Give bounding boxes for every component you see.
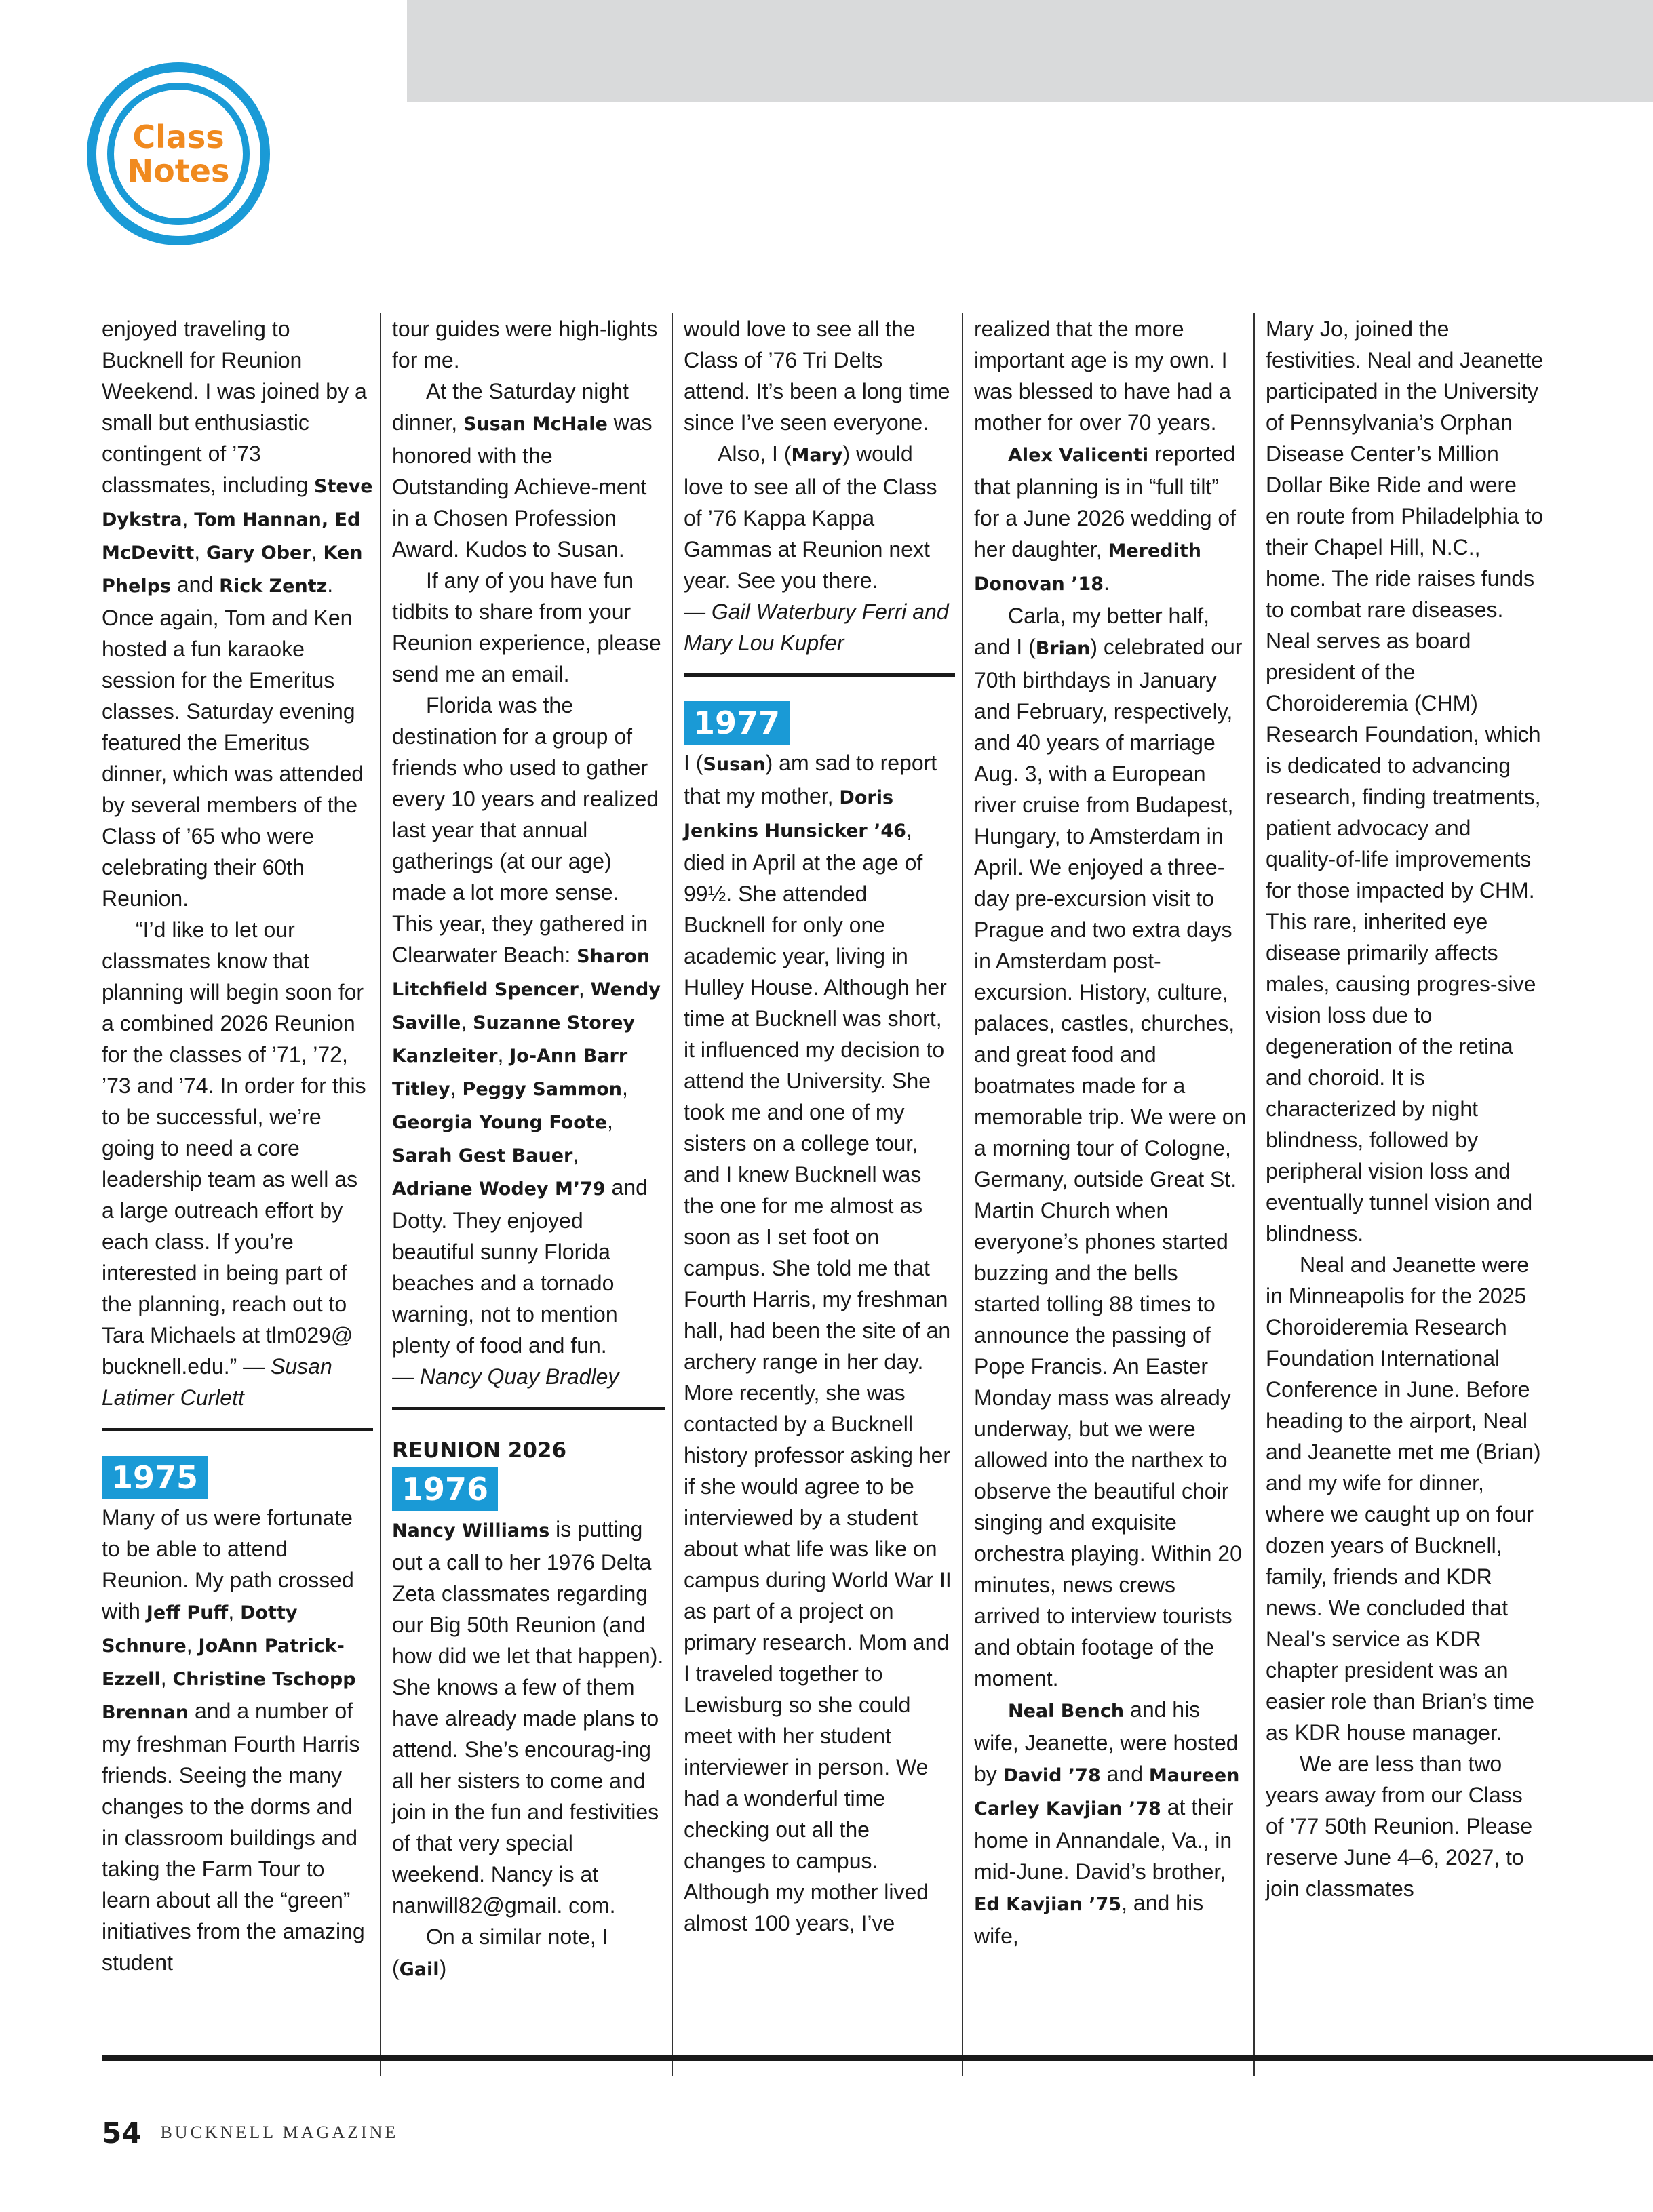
column-3 [673, 313, 963, 2076]
magazine-name: BUCKNELL MAGAZINE [160, 2122, 399, 2142]
column-2 [381, 313, 673, 2076]
text-run: I ( [684, 751, 703, 775]
person-name: Gary Ober [206, 542, 311, 564]
text-run: , [450, 1075, 463, 1100]
paragraph [392, 376, 665, 565]
text-run: Many of us were fortunate to be able to attend Reunion. My path crossed with [102, 1505, 354, 1623]
class-notes-badge-ring [107, 83, 250, 225]
person-name: Ed Kavjian ’75 [974, 1894, 1122, 1915]
text-run: , [194, 539, 207, 564]
person-name: Doris Jenkins Hunsicker ’46 [684, 787, 906, 842]
text-run: ) am sad to report that my mother, [684, 751, 937, 808]
paragraph [102, 1502, 373, 1978]
text-run: tour guides were high-lights for me. [392, 317, 658, 372]
paragraph [102, 313, 373, 914]
section-rule [392, 1407, 665, 1410]
reunion-label: REUNION 2026 [392, 1438, 567, 1463]
paragraph [392, 565, 665, 690]
person-name: Mary [791, 445, 843, 466]
paragraph [392, 690, 665, 1361]
paragraph [684, 747, 955, 1939]
text-run: and [170, 572, 220, 597]
person-name: Sharon Litchfield Spencer [392, 946, 650, 1000]
column-5 [1255, 313, 1547, 2076]
section-rule [684, 673, 955, 677]
person-name: Alex Valicenti [1008, 445, 1149, 466]
page-footer [102, 2112, 398, 2153]
text-run: , [186, 1632, 199, 1657]
paragraph [392, 313, 665, 376]
person-name: Dotty Schnure [102, 1602, 298, 1657]
person-name: Susan McHale [463, 414, 608, 435]
person-name: Rick Zentz [219, 576, 328, 597]
person-name: Neal Bench [1008, 1701, 1125, 1722]
paragraph [684, 596, 955, 658]
bottom-rule [102, 2055, 1653, 2061]
text-run: , [607, 1109, 613, 1133]
text-run: , [182, 506, 195, 530]
paragraph [392, 1361, 665, 1392]
year-heading-1976: 1976 [392, 1467, 498, 1511]
text-run: , died in April at the age of 99½. She attended Bucknell for only one academic year, living in Hulley House. Although her time at Bucknell was short, it influenced my decision to attend the University. She took me and one of my sisters on a college tour, and I knew Bucknell was the one for me almost as soon as I set foot on campus. She told me that Fourth Harris, my freshman hall, had been the site of an archery range in her day. More recently, she was contacted by a Bucknell history professor asking her if she would agree to be interviewed by a student about what life was like on campus during World War II as part of a project on primary research. Mom and I traveled together to Lewisburg so she could meet with her student interviewer in person. We had a wonderful time checking out all the changes to campus. Although my mother lived almost 100 years, I’ve [684, 817, 952, 1935]
text-run: “I’d like to let our classmates know that planning will begin soon for a combined 2026 Reunion for the classes of ’71, ’72, ’73 and ’74. In order for this to be successful, we’re going to need a core leadership team as well as a large outreach effort by each class. If you’re interested in being part of the planning, reach out to Tara Michaels at tlm029@ bucknell.edu.” — [102, 917, 366, 1379]
page-number: 54 [102, 2116, 142, 2150]
text-run: , [311, 539, 324, 564]
text-run: reported that planning is in “full tilt” for a June 2026 wedding of her daughter, [974, 441, 1237, 561]
text-run: would love to see all the Class of ’76 Tri Delts attend. It’s been a long time since I’ve seen everyone. [684, 317, 950, 435]
byline: — Nancy Quay Bradley [392, 1364, 619, 1389]
text-run: and Dotty. They enjoyed beautiful sunny Florida beaches and a tornado warning, not to mention plenty of food and fun. [392, 1175, 648, 1358]
person-name: Christine Tschopp Brennan [102, 1669, 356, 1723]
text-run: ) [439, 1956, 447, 1980]
person-name: Tom Hannan, Ed McDevitt [102, 509, 361, 564]
person-name: Maureen Carley Kavjian ’78 [974, 1765, 1240, 1819]
text-run: and a number of my freshman Fourth Harris friends. Seeing the many changes to the dorms and in classroom buildings and taking the Farm Tour to learn about all the “green” initiatives from the amazing student [102, 1699, 365, 1975]
paragraph [1266, 1748, 1547, 1904]
text-run: is putting out a call to her 1976 Delta Zeta classmates regarding our Big 50th Reunion (and how did we let that happen). She knows a few of them have already made plans to attend. She’s encourag-ing all her sisters to come and join in the fun and festivities of that very special weekend. Nancy is at nanwill82@gmail. com. [392, 1517, 664, 1918]
text-run: and [1100, 1762, 1149, 1786]
text-run: Carla, my better half, and I ( [974, 604, 1209, 659]
text-run: ) would love to see all of the Class of ’76 Kappa Kappa Gammas at Reunion next year. See you there. [684, 441, 937, 593]
text-run: , [622, 1075, 628, 1100]
byline: — Gail Waterbury Ferri and Mary Lou Kupfer [684, 599, 949, 655]
text-run: Mary Jo, joined the festivities. Neal and Jeanette participated in the University of Pennsylvania’s Orphan Disease Center’s Million Dollar Bike Ride and were en route from Philadelphia to their Chapel Hill, N.C., home. The ride raises funds to combat rare diseases. Neal serves as board president of the Choroideremia (CHM) Research Foundation, which is dedicated to advancing research, finding treatments, patient advocacy and quality-of-life improvements for those impacted by CHM. This rare, inherited eye disease primarily affects males, causing progres-sive vision loss due to degeneration of the retina and choroid. It is characterized by night blindness, followed by peripheral vision loss and eventually tunnel vision and blindness. [1266, 317, 1544, 1246]
person-name: Nancy Williams [392, 1520, 550, 1541]
text-run: and his wife, Jeanette, were hosted by [974, 1697, 1239, 1786]
text-run: , [160, 1665, 173, 1690]
article-body [102, 313, 1653, 2066]
person-name: Suzanne Storey Kanzleiter [392, 1012, 636, 1067]
year-heading-1977: 1977 [684, 701, 790, 745]
person-name: Peggy Sammon [462, 1079, 622, 1100]
text-run: was honored with the Outstanding Achieve-ment in a Chosen Profession Award. Kudos to Susan. [392, 410, 653, 561]
text-run: enjoyed traveling to Bucknell for Reunion Weekend. I was joined by a small but enthusiastic contingent of ’73 classmates, including [102, 317, 367, 497]
person-name: Steve Dykstra [102, 476, 373, 530]
text-run: At the Saturday night dinner, [392, 379, 629, 435]
badge-line-2: Notes [127, 153, 230, 189]
person-name: Susan [703, 754, 766, 775]
paragraph [1266, 1249, 1547, 1748]
person-name: Jeff Puff [146, 1602, 229, 1623]
paragraph [684, 313, 955, 438]
paragraph [974, 438, 1247, 600]
text-run: On a similar note, I ( [392, 1924, 608, 1980]
text-run: ) celebrated our 70th birthdays in January and February, respectively, and 40 years of marriage Aug. 3, with a European river cruise from Budapest, Hungary, to Amsterdam in April. We enjoyed a three-day pre-excursion visit to Prague and two extra days in Amsterdam post-excursion. History, culture, palaces, castles, churches, and great food and boatmates made for a memorable trip. We were on a morning tour of Cologne, Germany, outside Great St. Martin Church when everyone’s phones started buzzing and the bells started tolling 88 times to announce the passing of Pope Francis. An Easter Monday mass was already underway, but we were allowed into the narthex to observe the beautiful choir singing and exquisite orchestra playing. Within 20 minutes, news crews arrived to interview tourists and obtain footage of the moment. [974, 635, 1247, 1691]
person-name: Gail [399, 1959, 440, 1980]
class-notes-badge [87, 62, 270, 245]
text-run: , [228, 1599, 241, 1623]
text-run: Also, I ( [718, 441, 792, 466]
paragraph [1266, 313, 1547, 1249]
person-name: Meredith Donovan ’18 [974, 540, 1202, 595]
text-run: , [578, 976, 591, 1000]
person-name: Adriane Wodey M’79 [392, 1179, 606, 1200]
person-name: Jo-Ann Barr Titley [392, 1046, 628, 1100]
text-run: Neal and Jeanette were in Minneapolis for the 2025 Choroideremia Research Foundation International Conference in June. Before heading to the airport, Neal and Jeanette met me (Brian) and my wife for dinner, where we caught up on four dozen years of Bucknell, family, friends and KDR news. We concluded that Neal’s service as KDR chapter president was an easier role than Brian’s time as KDR house manager. [1266, 1252, 1541, 1745]
paragraph [974, 1694, 1247, 1952]
byline: Susan Latimer Curlett [102, 1354, 332, 1410]
text-run: If any of you have fun tidbits to share from your Reunion experience, please send me an email. [392, 568, 661, 686]
paragraph [102, 914, 373, 1413]
person-name: JoAnn Patrick-Ezzell [102, 1636, 345, 1690]
paragraph [974, 600, 1247, 1694]
text-run: , and his wife, [974, 1891, 1204, 1948]
column-1 [102, 313, 381, 2076]
person-name: Sarah Gest Bauer [392, 1145, 573, 1166]
column-4 [963, 313, 1255, 2076]
text-run: , [497, 1042, 510, 1067]
paragraph [392, 1514, 665, 1921]
person-name: Georgia Young Foote [392, 1112, 607, 1133]
paragraph [974, 313, 1247, 438]
text-run: We are less than two years away from our Class of ’77 50th Reunion. Please reserve June 4–6, 2027, to join classmates [1266, 1752, 1533, 1901]
person-name: David ’78 [1003, 1765, 1101, 1786]
year-heading-1975: 1975 [102, 1456, 208, 1499]
text-run: , [572, 1142, 579, 1166]
paragraph [392, 1921, 665, 1986]
person-name: Brian [1035, 638, 1091, 659]
badge-line-1: Class [132, 119, 225, 155]
text-run: . [1104, 570, 1110, 595]
text-run: Florida was the destination for a group of friends who used to gather every 10 years and realized last year that annual gatherings (at our age) made a lot more sense. This year, they gathered in Clearwater Beach: [392, 693, 659, 967]
text-run: . Once again, Tom and Ken hosted a fun karaoke session for the Emeritus classes. Saturday evening featured the Emeritus dinner, which was attended by several members of the Class of ’65 who were celebrating their 60th Reunion. [102, 572, 364, 911]
text-run: , [461, 1009, 473, 1033]
paragraph [684, 438, 955, 596]
section-rule [102, 1428, 373, 1431]
person-name: Ken Phelps [102, 542, 363, 597]
header-band [407, 0, 1653, 102]
person-name: Wendy Saville [392, 979, 661, 1033]
text-run: at their home in Annandale, Va., in mid-June. David’s brother, [974, 1795, 1234, 1884]
text-run: realized that the more important age is my own. I was blessed to have had a mother for over 70 years. [974, 317, 1231, 435]
